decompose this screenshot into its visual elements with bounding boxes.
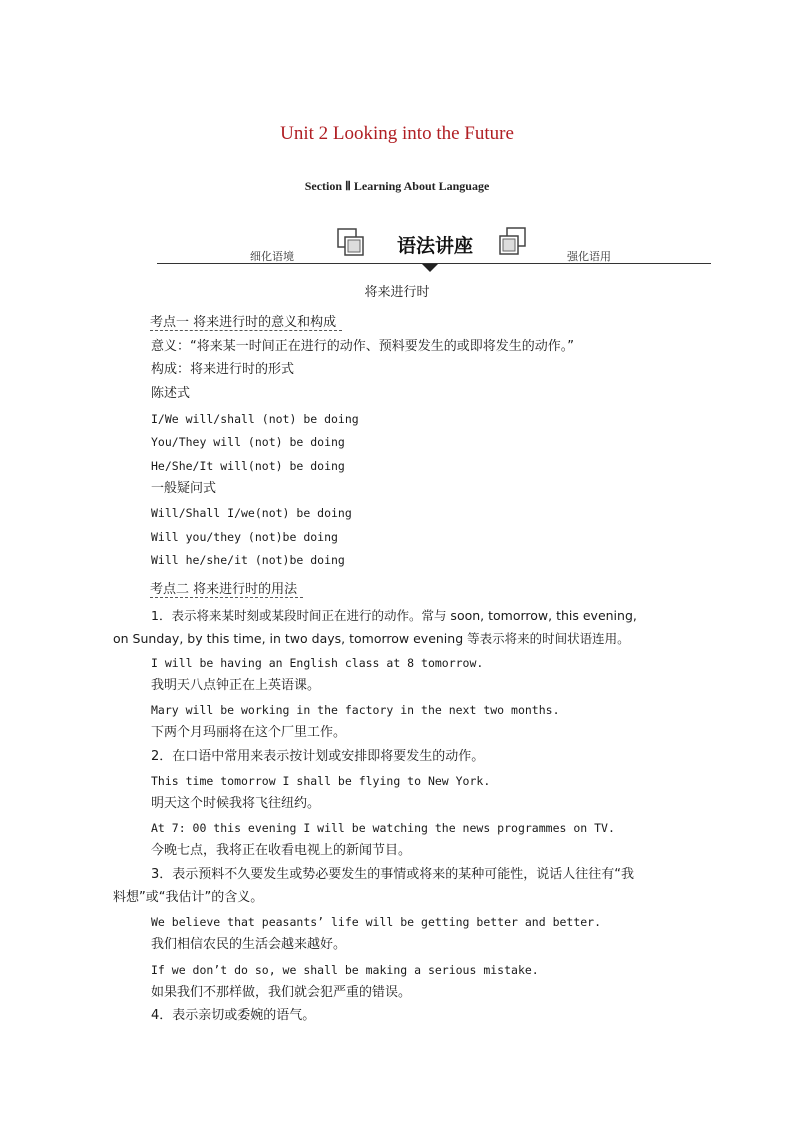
form-line: I/We will/shall (not) be doing <box>151 412 359 426</box>
point1-structure: 构成：将来进行时的形式 <box>151 362 295 377</box>
down-triangle-icon <box>422 264 438 272</box>
example-en: At 7: 00 this evening I will be watching the news programmes on TV. <box>151 821 615 835</box>
form-line: Will/Shall I/we(not) be doing <box>151 506 352 520</box>
point1-heading: 考点一 将来进行时的意义和构成 <box>150 311 342 331</box>
form-line: He/She/It will(not) be doing <box>151 459 345 473</box>
squares-decoration-icon <box>335 225 367 261</box>
use3-text-cont: 料想”或“我估计”的含义。 <box>113 890 264 905</box>
section-title: Section Ⅱ Learning About Language <box>304 179 490 193</box>
affirmative-label: 陈述式 <box>151 386 191 401</box>
point1-meaning: 意义：“将来某一时间正在进行的动作、预料要发生的或即将发生的动作。” <box>151 339 574 354</box>
example-cn: 明天这个时候我将飞往纽约。 <box>151 796 321 811</box>
topic-heading: 将来进行时 <box>364 285 430 300</box>
example-cn: 我们相信农民的生活会越来越好。 <box>151 937 347 952</box>
form-line: Will he/she/it (not)be doing <box>151 553 345 567</box>
question-label: 一般疑问式 <box>151 481 217 496</box>
example-en: We believe that peasants’ life will be getting better and better. <box>151 915 602 929</box>
use4-text: 4．表示亲切或委婉的语气。 <box>151 1008 316 1023</box>
grammar-banner <box>157 225 711 275</box>
example-cn: 如果我们不那样做，我们就会犯严重的错误。 <box>151 985 412 1000</box>
banner-left-label: 细化语境 <box>250 250 294 263</box>
form-line: Will you/they (not)be doing <box>151 530 338 544</box>
use3-text: 3．表示预料不久要发生或势必要发生的事情或将来的某种可能性，说话人往往有“我 <box>151 867 635 882</box>
example-cn: 今晚七点，我将正在收看电视上的新闻节目。 <box>151 843 412 858</box>
example-en: I will be having an English class at 8 tomorrow. <box>151 656 484 670</box>
use2-text: 2．在口语中常用来表示按计划或安排即将要发生的动作。 <box>151 749 485 764</box>
form-line: You/They will (not) be doing <box>151 435 345 449</box>
use1-text: 1．表示将来某时刻或某段时间正在进行的动作。常与 soon, tomorrow, this evening, <box>151 608 637 623</box>
banner-right-label: 强化语用 <box>567 250 611 263</box>
point2-heading: 考点二 将来进行时的用法 <box>150 578 303 598</box>
example-cn: 我明天八点钟正在上英语课。 <box>151 678 321 693</box>
example-en: This time tomorrow I shall be flying to New York. <box>151 774 491 788</box>
example-en: If we don’t do so, we shall be making a serious mistake. <box>151 963 539 977</box>
unit-title: Unit 2 Looking into the Future <box>280 123 514 144</box>
example-en: Mary will be working in the factory in the next two months. <box>151 703 560 717</box>
use1-text-cont: on Sunday, by this time, in two days, tomorrow evening 等表示将来的时间状语连用。 <box>113 631 630 646</box>
squares-decoration-icon <box>497 225 529 261</box>
example-cn: 下两个月玛丽将在这个厂里工作。 <box>151 725 347 740</box>
banner-heading: 语法讲座 <box>396 235 473 257</box>
